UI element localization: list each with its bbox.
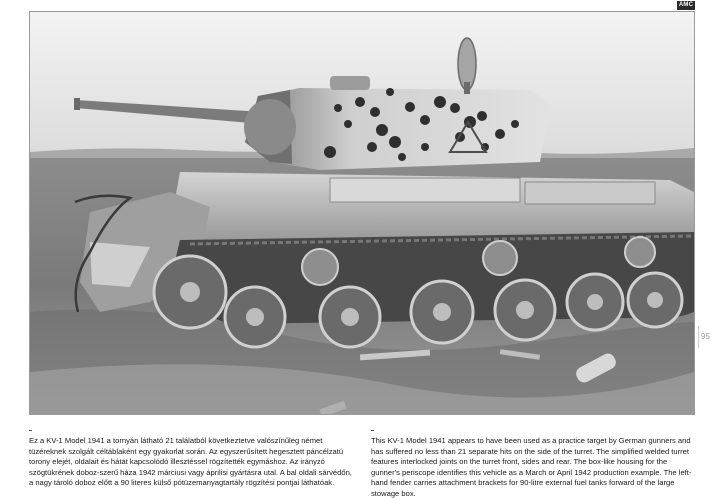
caption-hungarian: Ez a KV-1 Model 1941 a tornyán látható 21 találatból következtetve valószínűleg német tüzéreknek szolgált céltáblaként egy gyakorlat során. Az egyszerűsített hegesztett páncélzatú torony elejét, oldalait és hátát kapcsolódó illesztéssel rögzítették egymáshoz. Az irányzó szögtükrének doboz-szerű háza 1942 márciusi vagy áprilisi gyártásra utal. A bal oldali sárvédőn, a nagy tároló doboz előtt a 90 literes külső pótüzemanyagtartály rögzítési pontjai láthatóak. [29, 436, 352, 488]
caption-marker-right [371, 430, 374, 431]
photo-illustration [30, 12, 694, 414]
publisher-tag: AMC [678, 2, 694, 8]
page-number-rule [698, 326, 699, 348]
page-number: 95 [701, 332, 710, 341]
tank-photograph [29, 11, 695, 415]
caption-marker-left [29, 430, 32, 431]
caption-english: This KV-1 Model 1941 appears to have been used as a practice target by German gunners and has suffered no less than 21 separate hits on the side of the turret. The simplified welded turret features interlocked joints on the turret front, sides and rear. The box-like housing for the gunner's periscope identifies this vehicle as a March or April 1942 production example. The left-hand fender carries attachment brackets for 90-litre external fuel tanks forward of the large stowage box. [371, 436, 692, 498]
